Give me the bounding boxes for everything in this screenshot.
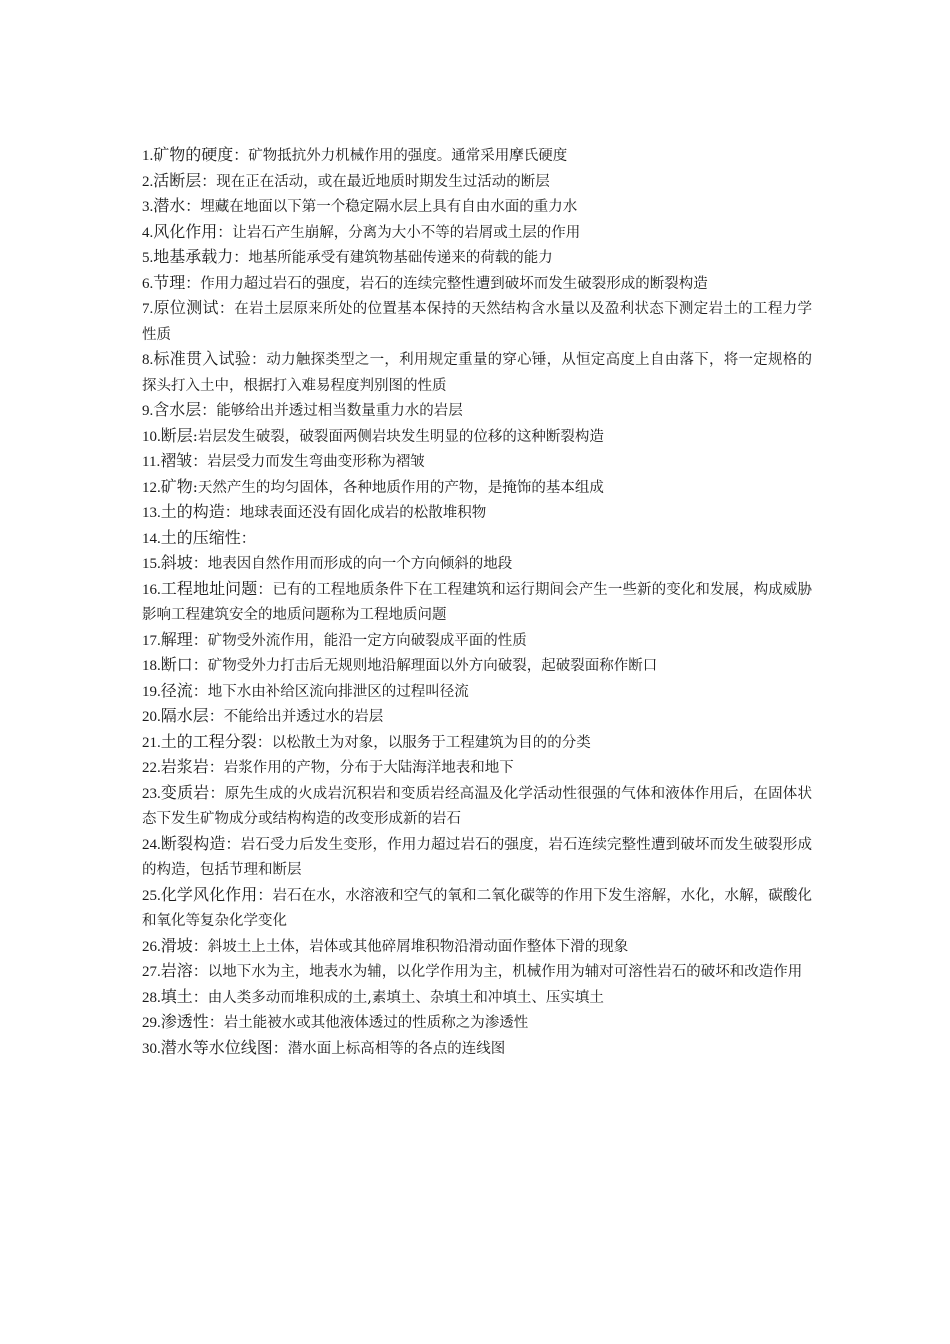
- entry-term: 含水层: [153, 400, 202, 419]
- glossary-entry: [142, 832, 812, 883]
- entry-separator: ：: [217, 222, 233, 241]
- glossary-entry: [142, 1010, 812, 1036]
- entry-definition: 不能给出并透过水的岩层: [223, 709, 384, 725]
- glossary-entry: [142, 220, 812, 246]
- glossary-entry: [142, 398, 812, 424]
- entry-number: 7.: [142, 301, 154, 317]
- entry-term: 原位测试: [153, 298, 219, 317]
- glossary-entry: [142, 730, 812, 756]
- entry-definition: 斜坡土上土体，岩体或其他碎屑堆积物沿滑动面作整体下滑的现象: [207, 938, 629, 955]
- entry-number: 20.: [142, 709, 161, 725]
- entry-term: 变质岩: [160, 782, 210, 802]
- entry-definition: 岩浆作用的产物，分布于大陆海洋地表和地下: [223, 760, 514, 776]
- entry-separator: ：: [192, 681, 208, 700]
- entry-term: 土的构造: [160, 502, 225, 521]
- entry-separator: :: [192, 426, 198, 445]
- entry-term: 化学风化作用: [160, 884, 258, 904]
- entry-term: 断层: [160, 425, 193, 445]
- glossary-entry: [142, 551, 812, 577]
- glossary-entry: [142, 1036, 812, 1062]
- entry-separator: ：: [251, 350, 267, 368]
- glossary-entry: [142, 245, 812, 271]
- entry-definition: 由人类多动而堆积成的土,素填土、杂填土和冲填土、压实填土: [207, 989, 604, 1006]
- entry-number: 27.: [142, 964, 161, 980]
- entry-number: 21.: [142, 734, 161, 751]
- entry-number: 3.: [142, 199, 154, 215]
- entry-definition: 地球表面还没有固化成岩的松散堆积物: [239, 505, 487, 521]
- entry-separator: ：: [192, 452, 208, 470]
- entry-term: 岩浆岩: [160, 757, 209, 776]
- entry-definition: 让岩石产生崩解，分离为大小不等的岩屑或土层的作用: [232, 224, 581, 241]
- entry-term: 褶皱: [160, 451, 193, 470]
- glossary-entry: [142, 475, 812, 501]
- entry-term: 矿物: [160, 476, 193, 496]
- entry-definition: 潜水面上标高相等的各点的连线图: [287, 1040, 506, 1057]
- glossary-entry: [142, 449, 812, 475]
- entry-definition: 以地下水为主，地表水为辅，以化学作用为主，机械作用为辅对可溶性岩石的破坏和改造作用: [207, 964, 803, 980]
- glossary-entry: [142, 985, 812, 1011]
- entry-term: 节理: [153, 272, 186, 292]
- entry-number: 1.: [142, 148, 154, 164]
- entry-definition: 以松散土为对象，以服务于工程建筑为目的的分类: [271, 734, 591, 751]
- entry-definition: 地基所能承受有建筑物基础传递来的荷载的能力: [248, 250, 553, 266]
- entry-separator: ：: [233, 248, 249, 266]
- entry-separator: ：: [257, 579, 273, 598]
- glossary-list: [142, 143, 812, 1061]
- entry-separator: ：: [192, 987, 208, 1006]
- glossary-entry: [142, 194, 812, 220]
- entry-number: 22.: [142, 760, 161, 776]
- entry-separator: ：: [192, 630, 208, 649]
- entry-number: 24.: [142, 836, 161, 853]
- glossary-entry: [142, 755, 812, 781]
- entry-term: 标准贯入试验: [153, 349, 252, 368]
- entry-term: 滑坡: [160, 935, 193, 955]
- entry-separator: ：: [218, 299, 235, 317]
- glossary-entry: [142, 934, 812, 960]
- entry-number: 8.: [142, 352, 154, 368]
- entry-separator: ：: [224, 503, 240, 521]
- entry-term: 断裂构造: [160, 833, 226, 853]
- glossary-entry: [142, 296, 812, 347]
- entry-definition: 矿物抵抗外力机械作用的强度。通常采用摩氏硬度: [248, 148, 568, 164]
- entry-separator: ：: [201, 171, 217, 190]
- entry-term: 活断层: [153, 170, 202, 190]
- entry-separator: ：: [209, 783, 225, 802]
- entry-definition: 能够给出并透过相当数量重力水的岩层: [216, 403, 463, 419]
- entry-number: 23.: [142, 785, 161, 802]
- glossary-entry: [142, 169, 812, 195]
- entry-separator: ：: [233, 146, 249, 164]
- entry-number: 2.: [142, 173, 154, 190]
- entry-definition: 地下水由补给区流向排泄区的过程叫径流: [207, 683, 469, 700]
- entry-term: 断口: [160, 655, 193, 674]
- entry-number: 12.: [142, 479, 161, 496]
- entry-number: 10.: [142, 428, 161, 445]
- entry-separator: ：: [256, 732, 272, 751]
- entry-term: 渗透性: [160, 1012, 209, 1031]
- entry-separator: ：: [192, 554, 208, 572]
- entry-definition: 岩石受力后发生变形，作用力超过岩石的强度，岩石连续完整性遭到破坏而发生破裂形成的构造，包括节理和断层: [142, 836, 812, 878]
- entry-number: 26.: [142, 938, 161, 955]
- entry-definition: 地表因自然作用而形成的向一个方向倾斜的地段: [207, 556, 513, 572]
- glossary-entry: [142, 271, 812, 297]
- entry-definition: 现在正在活动，或在最近地质时期发生过活动的断层: [216, 173, 550, 190]
- entry-number: 5.: [142, 250, 154, 266]
- entry-separator: ：: [240, 528, 256, 547]
- entry-separator: ：: [208, 758, 224, 776]
- entry-separator: :: [192, 477, 198, 496]
- entry-term: 隔水层: [160, 706, 209, 725]
- entry-definition: 岩层受力而发生弯曲变形称为褶皱: [207, 454, 425, 470]
- entry-separator: ：: [192, 962, 208, 980]
- entry-separator: ：: [208, 707, 224, 725]
- entry-separator: ：: [272, 1038, 288, 1057]
- entry-term: 径流: [160, 680, 193, 700]
- entry-term: 潜水等水位线图: [160, 1037, 273, 1057]
- glossary-entry: [142, 679, 812, 705]
- entry-definition: 岩土能被水或其他液体透过的性质称之为渗透性: [223, 1015, 529, 1031]
- glossary-entry: [142, 653, 812, 679]
- entry-number: 6.: [142, 275, 154, 292]
- entry-number: 13.: [142, 505, 161, 521]
- glossary-entry: [142, 959, 812, 985]
- entry-term: 地基承载力: [153, 247, 234, 266]
- entry-number: 29.: [142, 1015, 161, 1031]
- glossary-entry: [142, 526, 812, 552]
- glossary-entry: [142, 781, 812, 832]
- entry-separator: ：: [208, 1013, 224, 1031]
- entry-number: 19.: [142, 683, 161, 700]
- entry-term: 风化作用: [153, 221, 218, 241]
- entry-term: 工程地址问题: [160, 578, 258, 598]
- glossary-entry: [142, 347, 812, 398]
- glossary-entry: [142, 577, 812, 628]
- entry-definition: 动力触探类型之一，利用规定重量的穿心锤，从恒定高度上自由落下，将一定规格的探头打入土中，根据打入难易程度判别图的性质: [142, 352, 812, 394]
- entry-definition: 埋藏在地面以下第一个稳定隔水层上具有自由水面的重力水: [200, 199, 578, 215]
- glossary-entry: [142, 883, 812, 934]
- entry-number: 14.: [142, 530, 161, 547]
- entry-term: 潜水: [153, 196, 186, 215]
- entry-separator: ：: [192, 936, 208, 955]
- entry-separator: ：: [201, 401, 217, 419]
- entry-number: 28.: [142, 989, 161, 1006]
- entry-separator: ：: [257, 885, 273, 904]
- entry-term: 矿物的硬度: [153, 145, 234, 164]
- entry-number: 16.: [142, 581, 161, 598]
- entry-definition: 矿物受外力打击后无规则地沿解理面以外方向破裂，起破裂面称作断口: [207, 658, 658, 674]
- entry-term: 土的压缩性: [160, 527, 241, 547]
- entry-term: 斜坡: [160, 553, 193, 572]
- entry-number: 11.: [142, 454, 161, 470]
- glossary-entry: [142, 628, 812, 654]
- entry-term: 土的工程分裂: [160, 731, 257, 751]
- glossary-entry: [142, 143, 812, 169]
- entry-separator: ：: [185, 273, 201, 292]
- entry-number: 9.: [142, 403, 154, 419]
- entry-number: 18.: [142, 658, 161, 674]
- glossary-entry: [142, 704, 812, 730]
- entry-number: 25.: [142, 887, 161, 904]
- entry-number: 15.: [142, 556, 161, 572]
- entry-term: 岩溶: [160, 961, 193, 980]
- entry-definition: 原先生成的火成岩沉积岩和变质岩经高温及化学活动性很强的气体和液体作用后，在固体状态下发生矿物成分或结构构造的改变形成新的岩石: [142, 785, 812, 827]
- entry-number: 30.: [142, 1040, 161, 1057]
- entry-number: 4.: [142, 224, 154, 241]
- entry-definition: 岩石在水，水溶液和空气的氧和二氧化碳等的作用下发生溶解，水化，水解，碳酸化和氧化等复杂化学变化: [142, 887, 812, 929]
- glossary-entry: [142, 424, 812, 450]
- glossary-entry: [142, 500, 812, 526]
- entry-definition: 作用力超过岩石的强度，岩石的连续完整性遭到破坏而发生破裂形成的断裂构造: [200, 275, 708, 292]
- entry-separator: ：: [185, 197, 201, 215]
- entry-definition: 岩层发生破裂，破裂面两侧岩块发生明显的位移的这种断裂构造: [197, 428, 604, 445]
- entry-definition: 矿物受外流作用，能沿一定方向破裂成平面的性质: [207, 632, 527, 649]
- entry-separator: ：: [225, 834, 241, 853]
- entry-definition: 已有的工程地质条件下在工程建筑和运行期间会产生一些新的变化和发展，构成威胁影响工程建筑安全的地质问题称为工程地质问题: [142, 581, 812, 623]
- entry-term: 解理: [160, 629, 193, 649]
- entry-number: 17.: [142, 632, 161, 649]
- entry-separator: ：: [192, 656, 208, 674]
- entry-definition: 在岩土层原来所处的位置基本保持的天然结构含水量以及盈利状态下测定岩土的工程力学性质: [142, 301, 812, 343]
- entry-term: 填土: [160, 986, 193, 1006]
- entry-definition: 天然产生的均匀固体，各种地质作用的产物，是掩饰的基本组成: [197, 479, 604, 496]
